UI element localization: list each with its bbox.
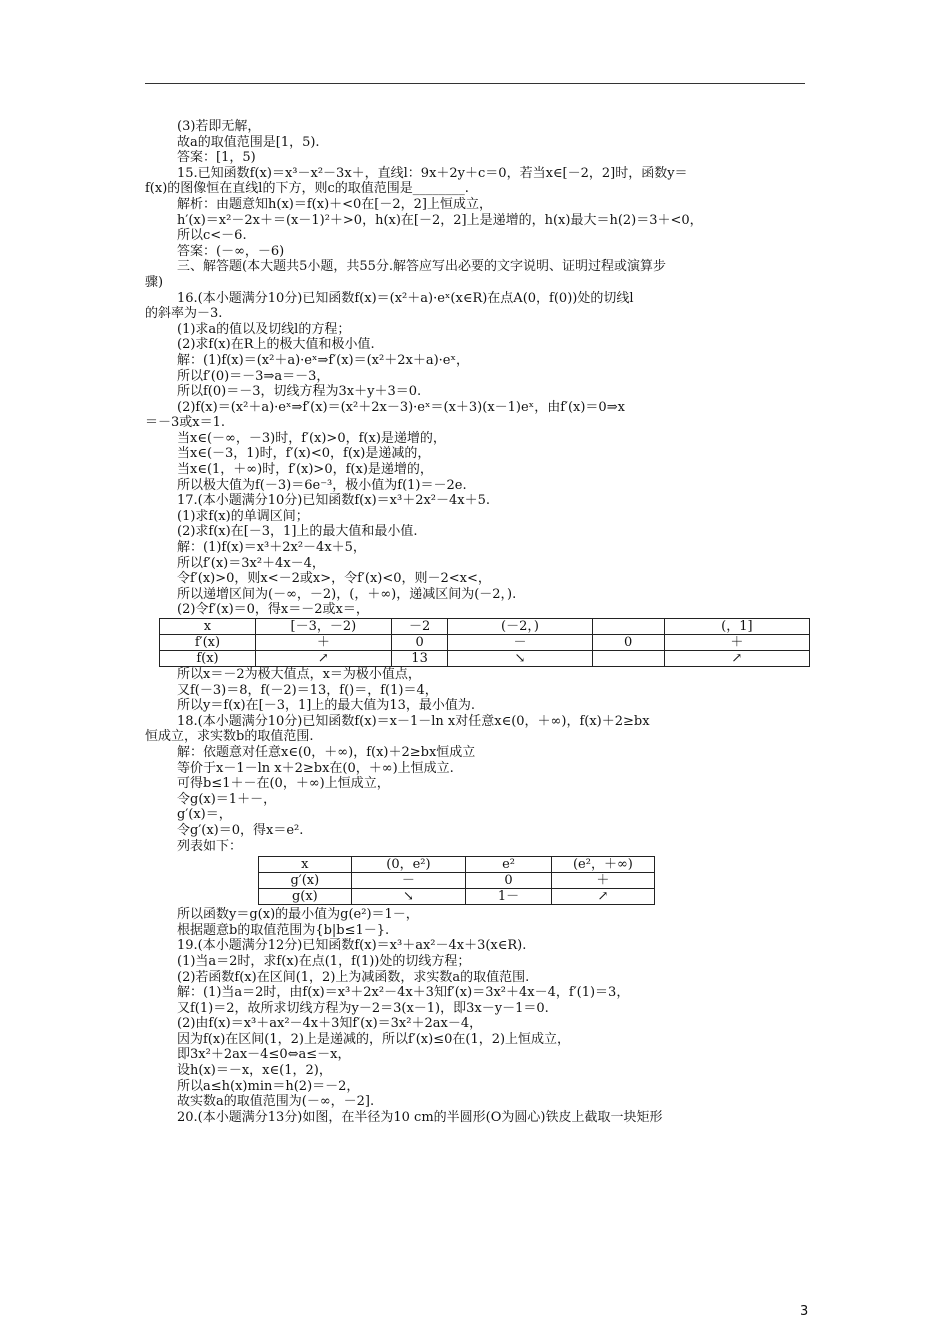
- text-line: 故实数a的取值范围为(－∞，－2].: [177, 1094, 375, 1110]
- text-line: 所以a≤h(x)min＝h(2)＝－2，: [177, 1078, 360, 1094]
- text-line: 18.(本小题满分10分)已知函数f(x)＝x－1－ln x对任意x∈(0，＋∞)，f(x)＋2≥bx: [177, 713, 650, 729]
- table-cell: [－3，－2): [255, 619, 391, 635]
- table-cell: f(x): [160, 651, 256, 667]
- text-line: 令g′(x)＝0，得x＝e².: [177, 822, 304, 838]
- table-cell: ↗: [255, 651, 391, 667]
- document-body: [145, 119, 807, 1125]
- text-line: 根据题意b的取值范围为{b|b≤1－}.: [177, 922, 390, 938]
- text-line: 设h(x)＝－x，x∈(1，2)，: [177, 1063, 332, 1079]
- text-line: 令g(x)＝1＋－，: [177, 791, 277, 807]
- table-cell: ↘: [448, 651, 592, 667]
- text-line: 即3x²＋2ax－4≤0⇔a≤－x，: [177, 1047, 351, 1063]
- table-cell: (0，e²): [351, 857, 466, 873]
- text-line: 所以函数y＝g(x)的最小值为g(e²)＝1－，: [177, 907, 419, 923]
- text-block-a: [145, 119, 807, 618]
- table-row: [259, 857, 655, 873]
- table-cell: ↗: [664, 651, 809, 667]
- table-row: [259, 873, 655, 889]
- text-line: h′(x)＝x²－2x＋＝(x－1)²＋>0，h(x)在[－2，2]上是递增的，h(x)最大＝h(2)＝3＋<0，: [177, 212, 703, 228]
- text-line: 答案：[1，5): [177, 150, 256, 166]
- text-line: 列表如下：: [177, 838, 243, 854]
- table-g-monotonicity: [258, 856, 655, 905]
- text-line: 骤): [145, 274, 164, 290]
- text-line: 可得b≤1＋－在(0，＋∞)上恒成立，: [177, 776, 390, 792]
- text-line: 令f′(x)>0，则x<－2或x>，令f′(x)<0，则－2<x<，: [177, 571, 491, 587]
- text-line: 解：(1)f(x)＝(x²＋a)·eˣ⇒f′(x)＝(x²＋2x＋a)·eˣ，: [177, 352, 469, 368]
- table-cell: g′(x): [259, 873, 352, 889]
- table-row: [160, 635, 810, 651]
- text-line: 当x∈(－3，1)时，f′(x)<0，f(x)是递减的，: [177, 446, 431, 462]
- table-cell: 13: [391, 651, 447, 667]
- text-line: 当x∈(－∞，－3)时，f′(x)>0，f(x)是递增的，: [177, 430, 446, 446]
- text-line: (2)由f(x)＝x³＋ax²－4x＋3知f′(x)＝3x²＋2ax－4，: [177, 1016, 483, 1032]
- text-line: 三、解答题(本大题共5小题，共55分.解答应写出必要的文字说明、证明过程或演算步: [177, 259, 667, 275]
- text-line: 所以递增区间为(－∞，－2)，(，＋∞)，递减区间为(－2，).: [177, 586, 517, 602]
- text-line: 所以c<－6.: [177, 228, 247, 244]
- text-line: 所以极大值为f(－3)＝6e⁻³，极小值为f(1)＝－2e.: [177, 477, 467, 493]
- table-cell: (e²，＋∞): [551, 857, 654, 873]
- text-line: 恒成立，求实数b的取值范围.: [145, 729, 314, 745]
- text-line: 15.已知函数f(x)＝x³－x²－3x＋，直线l：9x＋2y＋c＝0，若当x∈[－2，2]时，函数y＝: [177, 165, 688, 181]
- text-line: (1)当a＝2时，求f(x)在点(1，f(1))处的切线方程；: [177, 953, 471, 969]
- table-cell: －: [351, 873, 466, 889]
- page-number: 3: [800, 1304, 809, 1319]
- text-line: 故a的取值范围是[1，5).: [177, 134, 320, 150]
- table-cell: g(x): [259, 889, 352, 905]
- text-line: (2)求f(x)在[－3，1]上的最大值和最小值.: [177, 524, 418, 540]
- text-line: 所以x＝－2为极大值点，x＝为极小值点，: [177, 667, 421, 682]
- text-line: 19.(本小题满分12分)已知函数f(x)＝x³＋ax²－4x＋3(x∈R).: [177, 938, 527, 954]
- text-line: (1)求f(x)的单调区间；: [177, 508, 309, 524]
- text-line: 16.(本小题满分10分)已知函数f(x)＝(x²＋a)·eˣ(x∈R)在点A(0，f(0))处的切线l: [177, 290, 634, 306]
- text-line: (2)令f′(x)＝0，得x＝－2或x＝，: [177, 602, 369, 618]
- text-block-b: [145, 667, 807, 854]
- table-cell: －2: [391, 619, 447, 635]
- text-block-c: [145, 907, 807, 1125]
- table-cell: －: [448, 635, 592, 651]
- table-row: [160, 651, 810, 667]
- text-line: 等价于x－1－ln x＋2≥bx在(0，＋∞)上恒成立.: [177, 760, 454, 776]
- text-line: 所以f′(0)＝－3⇒a＝－3，: [177, 368, 330, 384]
- text-line: 17.(本小题满分10分)已知函数f(x)＝x³＋2x²－4x＋5.: [177, 493, 491, 509]
- text-line: 20.(本小题满分13分)如图，在半径为10 cm的半圆形(O为圆心)铁皮上截取一块矩形: [177, 1109, 663, 1125]
- table-cell: ↗: [551, 889, 654, 905]
- header-rule: [145, 83, 805, 84]
- table-cell: 1－: [466, 889, 552, 905]
- text-line: 当x∈(1，＋∞)时，f′(x)>0，f(x)是递增的，: [177, 462, 433, 478]
- table-row: [160, 619, 810, 635]
- text-line: 的斜率为－3.: [145, 306, 223, 322]
- table-cell: ＋: [255, 635, 391, 651]
- text-line: 所以y＝f(x)在[－3，1]上的最大值为13，最小值为.: [177, 698, 475, 714]
- table-cell: ＋: [551, 873, 654, 889]
- table-cell: [592, 651, 664, 667]
- text-line: (2)若函数f(x)在区间(1，2)上为减函数，求实数a的取值范围.: [177, 969, 530, 985]
- table-cell: x: [259, 857, 352, 873]
- text-line: f(x)的图像恒在直线l的下方，则c的取值范围是________.: [145, 181, 469, 197]
- table-row: [259, 889, 655, 905]
- table-cell: [592, 619, 664, 635]
- table-cell: x: [160, 619, 256, 635]
- table-cell: ＋: [664, 635, 809, 651]
- table-cell: e²: [466, 857, 552, 873]
- text-line: (2)f(x)＝(x²＋a)·eˣ⇒f′(x)＝(x²＋2x－3)·eˣ＝(x＋3)(x－1)eˣ，由f′(x)＝0⇒x: [177, 399, 625, 415]
- text-line: 解：(1)f(x)＝x³＋2x²－4x＋5，: [177, 540, 366, 556]
- text-line: 答案：(－∞，－6): [177, 243, 285, 259]
- table-cell: 0: [592, 635, 664, 651]
- table-f-monotonicity: [159, 618, 810, 667]
- text-line: 解析：由题意知h(x)＝f(x)＋<0在[－2，2]上恒成立，: [177, 196, 492, 212]
- table-cell: ↘: [351, 889, 466, 905]
- text-line: 因为f(x)在区间(1，2)上是递减的，所以f′(x)≤0在(1，2)上恒成立，: [177, 1031, 571, 1047]
- text-line: 所以f′(x)＝3x²＋4x－4，: [177, 555, 325, 571]
- table-cell: f′(x): [160, 635, 256, 651]
- text-line: 又f(－3)＝8，f(－2)＝13，f()＝，f(1)＝4，: [177, 682, 438, 698]
- table-cell: (，1]: [664, 619, 809, 635]
- table-cell: 0: [466, 873, 552, 889]
- table-cell: (－2，): [448, 619, 592, 635]
- text-line: g′(x)＝，: [177, 807, 232, 823]
- text-line: (3)若即无解，: [177, 119, 261, 134]
- text-line: (2)求f(x)在R上的极大值和极小值.: [177, 337, 375, 353]
- text-line: (1)求a的值以及切线l的方程；: [177, 321, 351, 337]
- text-line: 所以f(0)＝－3，切线方程为3x＋y＋3＝0.: [177, 384, 422, 400]
- table-cell: 0: [391, 635, 447, 651]
- text-line: ＝－3或x＝1.: [145, 415, 226, 431]
- text-line: 解：(1)当a＝2时，由f(x)＝x³＋2x²－4x＋3知f′(x)＝3x²＋4x－4，f′(1)＝3，: [177, 985, 630, 1001]
- text-line: 又f(1)＝2，故所求切线方程为y－2＝3(x－1)，即3x－y－1＝0.: [177, 1000, 549, 1016]
- text-line: 解：依题意对任意x∈(0，＋∞)，f(x)＋2≥bx恒成立: [177, 744, 476, 760]
